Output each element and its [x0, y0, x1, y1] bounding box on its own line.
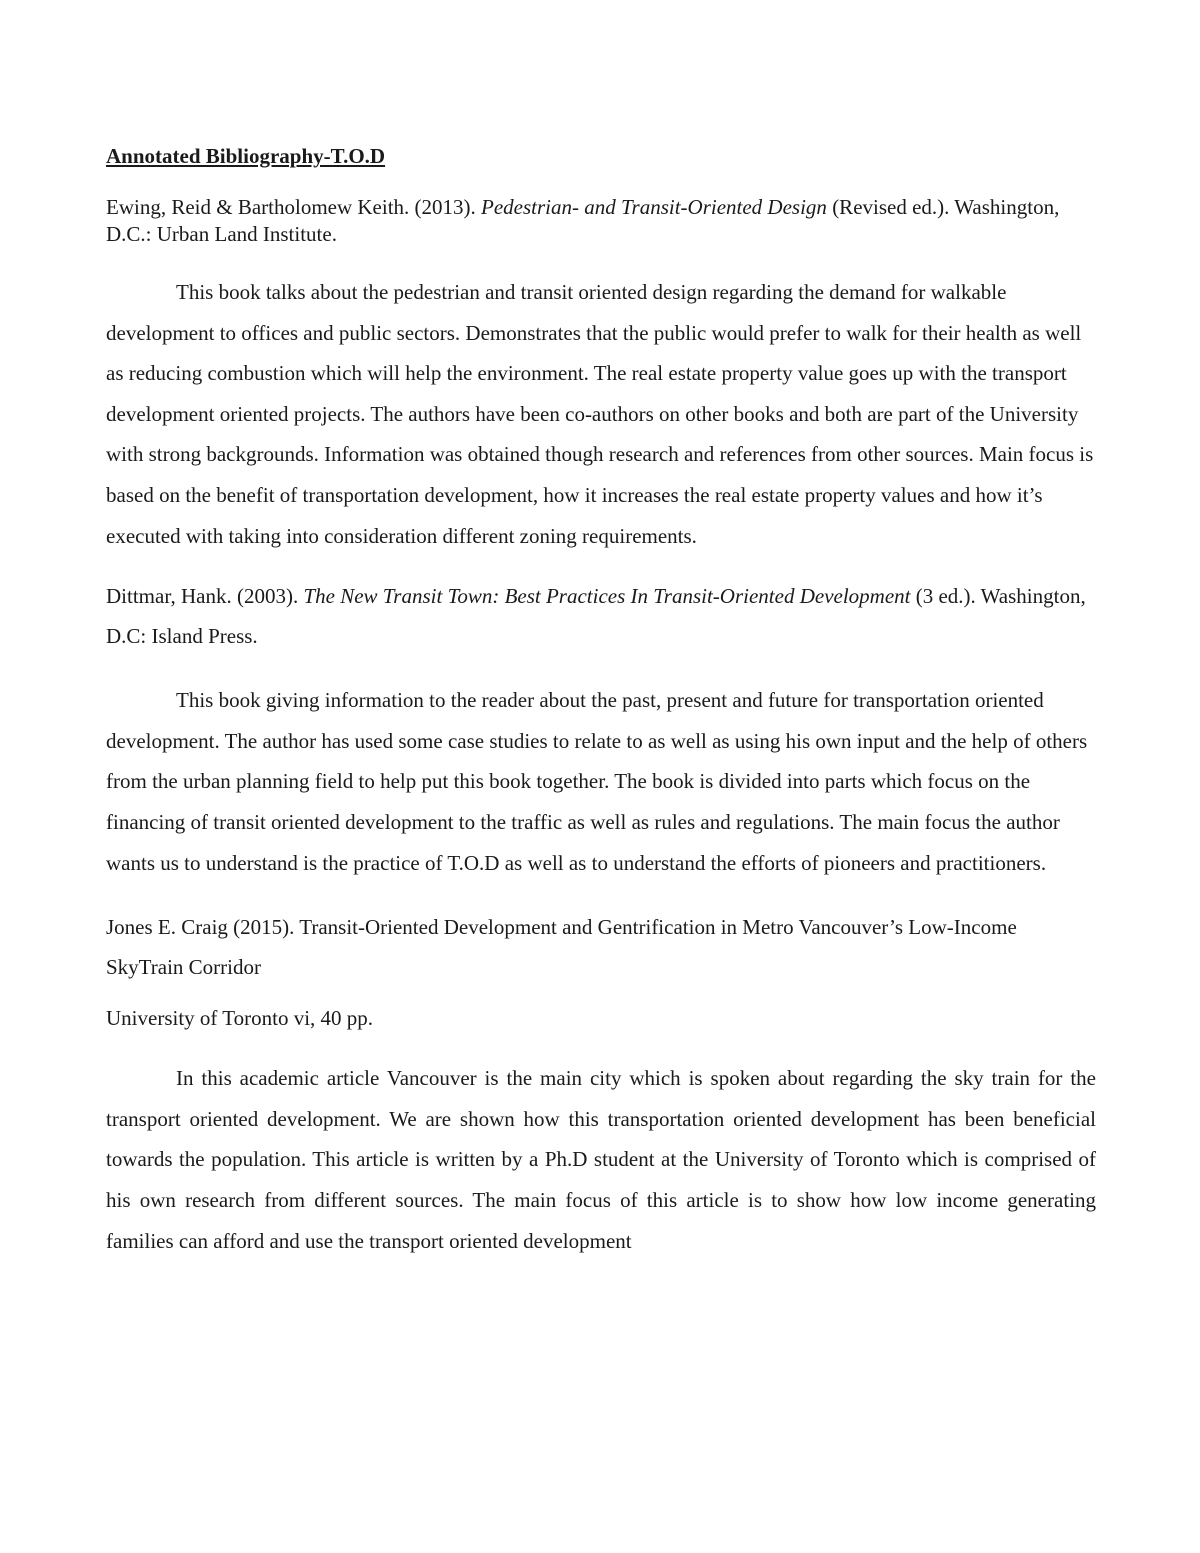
document-title: Annotated Bibliography-T.O.D	[106, 144, 386, 168]
citation-ewing	[106, 194, 1096, 248]
citation-jones: Jones E. Craig (2015). Transit-Oriented Development and Gentrification in Metro Vancouver’s Low-Income SkyTrain Corridor	[106, 915, 1017, 980]
citation-dittmar-authors: Dittmar, Hank. (2003).	[106, 584, 304, 609]
citation-dittmar-title: The New Transit Town: Best Practices In Transit-Oriented Development	[303, 584, 911, 609]
annotation-ewing: This book talks about the pedestrian and transit oriented design regarding the demand for walkable development to offices and public sectors. Demonstrates that the public would prefer to walk for their health as well as reducing combustion which will help the environment. The real estate property value goes up with the transport development oriented projects. The authors have been co-authors on other books and both are part of the University with strong backgrounds. Information was obtained though research and references from other sources. Main focus is based on the benefit of transportation development, how it increases the real estate property values and how it’s executed with taking into consideration different zoning requirements.	[106, 280, 1094, 548]
document-body	[106, 140, 1096, 1261]
annotation-jones: In this academic article Vancouver is the main city which is spoken about regarding the sky train for the transport oriented development. We are shown how this transportation oriented development has been beneficial towards the population. This article is written by a Ph.D student at the University of Toronto which is comprised of his own research from different sources. The main focus of this article is to show how low income generating families can afford and use the transport oriented development	[106, 1066, 1096, 1253]
citation-dittmar	[106, 576, 1096, 656]
citation-ewing-title: Pedestrian- and Transit-Oriented Design	[481, 195, 827, 219]
citation-jones-publisher: University of Toronto vi, 40 pp.	[106, 1006, 374, 1031]
annotation-dittmar: This book giving information to the reader about the past, present and future for transportation oriented development. The author has used some case studies to relate to as well as using his own input and the help of others from the urban planning field to help put this book together. The book is divided into parts which focus on the financing of transit oriented development to the traffic as well as rules and regulations. The main focus the author wants us to understand is the practice of T.O.D as well as to understand the efforts of pioneers and practitioners.	[106, 688, 1088, 875]
citation-dittmar-publisher: (3 ed.). Washington, D.C: Island Press.	[106, 584, 1086, 649]
citation-ewing-publisher: (Revised ed.). Washington, D.C.: Urban Land Institute.	[106, 195, 1060, 246]
citation-ewing-authors: Ewing, Reid & Bartholomew Keith. (2013).	[106, 195, 482, 219]
